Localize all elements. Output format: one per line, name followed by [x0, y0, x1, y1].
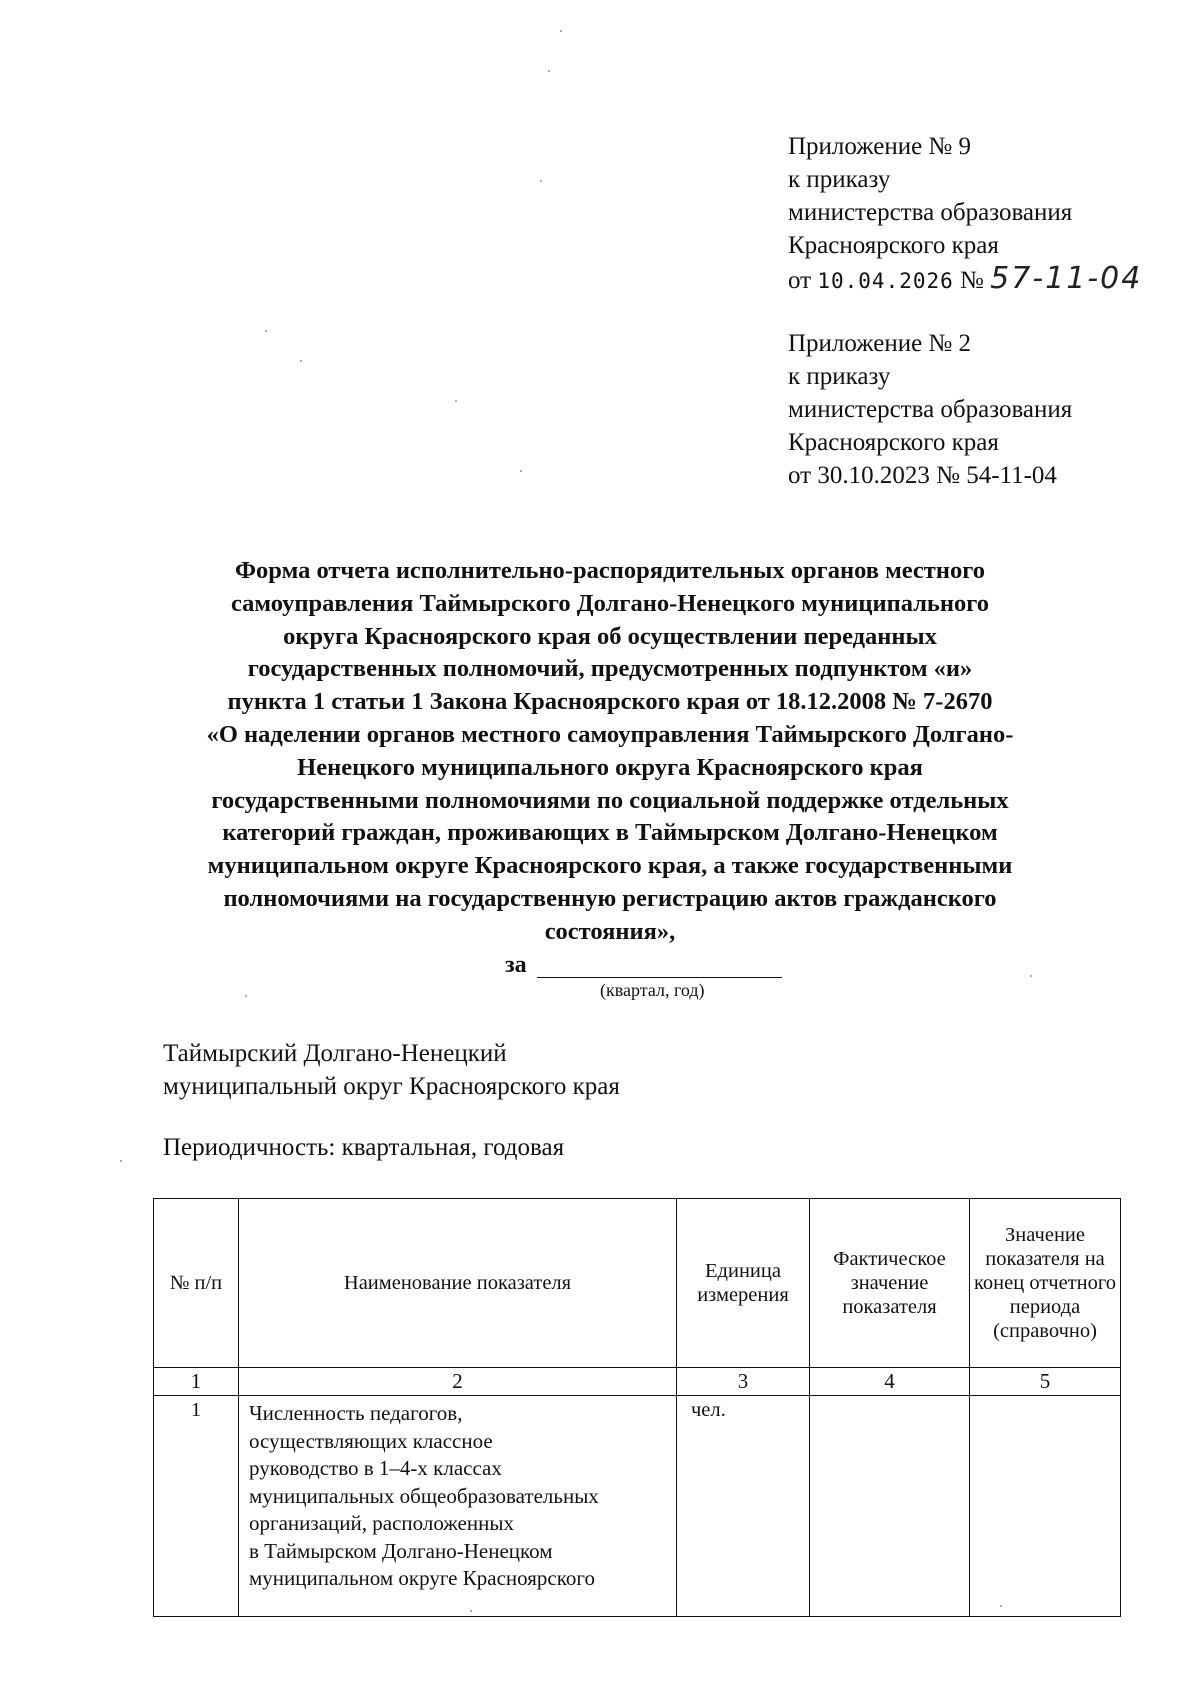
- row-indicator-name: [239, 1396, 677, 1617]
- title-line: категорий граждан, проживающих в Таймырском Долгано-Ненецком: [222, 819, 998, 847]
- header-reference-value: Значение показателя на конец отчетного периода (справочно): [970, 1199, 1121, 1368]
- date-prefix: от: [788, 267, 812, 294]
- indicator-name-line: осуществляющих классное: [249, 1428, 493, 1453]
- title-line: самоуправления Таймырского Долгано-Ненецкого муниципального: [230, 589, 990, 617]
- column-number: 5: [970, 1368, 1121, 1396]
- appendix-previous-block: [788, 327, 1072, 492]
- table-row: [154, 1396, 1121, 1617]
- appendix-previous-ministry: министерства образования: [788, 396, 1073, 423]
- scan-speck: [520, 470, 522, 472]
- date-stamp: 10.04.2026: [817, 269, 954, 293]
- scan-speck: [1030, 975, 1032, 977]
- handwritten-number: 57-11-04: [990, 261, 1143, 296]
- scan-speck: [540, 180, 542, 182]
- header-indicator-name: Наименование показателя: [239, 1199, 677, 1368]
- indicator-name-line: руководство в 1–4-х классах: [249, 1456, 502, 1480]
- indicator-name-line: Численность педагогов,: [249, 1401, 463, 1425]
- scan-speck: [560, 30, 562, 32]
- appendix-current-title: Приложение № 9: [788, 133, 972, 160]
- table-header-row: [154, 1199, 1121, 1368]
- appendix-current-block: [788, 130, 1142, 298]
- row-number: 1: [154, 1396, 239, 1617]
- region-block: [163, 1037, 620, 1103]
- scan-speck: [120, 1160, 122, 1162]
- appendix-current-order: к приказу: [788, 166, 891, 193]
- title-line: пункта 1 статьи 1 Закона Красноярского края от 18.12.2008 № 7-2670: [227, 688, 993, 716]
- title-line: округа Красноярского края об осуществлении переданных: [283, 622, 937, 650]
- header-unit: Единица измерения: [677, 1199, 810, 1368]
- indicator-name-line: муниципальном округе Красноярского: [249, 1566, 595, 1590]
- region-line-2: муниципальный округ Красноярского края: [163, 1073, 620, 1100]
- indicator-name-line: в Таймырском Долгано-Ненецком: [249, 1538, 553, 1563]
- column-number: 3: [677, 1368, 810, 1396]
- appendix-previous-date: от 30.10.2023 № 54-11-04: [788, 462, 1057, 489]
- title-line: государственными полномочиями по социальной поддержке отдельных: [211, 786, 1009, 814]
- scan-speck: [548, 70, 550, 72]
- title-line: Форма отчета исполнительно-распорядительных органов местного: [235, 557, 985, 584]
- scan-speck: [470, 1610, 472, 1612]
- appendix-previous-title: Приложение № 2: [788, 330, 972, 357]
- row-unit: чел.: [677, 1396, 810, 1617]
- scan-speck: [1000, 1605, 1002, 1607]
- column-number: 4: [810, 1368, 970, 1396]
- title-line: Ненецкого муниципального округа Красноярского края: [297, 753, 923, 781]
- scan-speck: [455, 400, 457, 402]
- number-prefix: №: [960, 267, 984, 294]
- region-line-1: Таймырский Долгано-Ненецкий: [163, 1040, 507, 1067]
- title-line: муниципальном округе Красноярского края, а также государственными: [207, 852, 1013, 880]
- column-number: 2: [239, 1368, 677, 1396]
- indicator-name-line: организаций, расположенных: [249, 1511, 514, 1535]
- indicators-table: [153, 1198, 1121, 1617]
- appendix-current-ministry: министерства образования: [788, 199, 1073, 226]
- period-prefix: за: [505, 952, 527, 978]
- title-line: полномочиями на государственную регистрацию актов гражданского: [223, 884, 997, 912]
- appendix-current-region: Красноярского края: [788, 232, 999, 259]
- row-actual-value[interactable]: [810, 1396, 970, 1617]
- period-caption: (квартал, год): [600, 980, 705, 1000]
- indicator-name-line: муниципальных общеобразовательных: [249, 1483, 599, 1508]
- title-line: «О наделении органов местного самоуправления Таймырского Долгано-: [206, 720, 1014, 748]
- title-line: государственных полномочий, предусмотренных подпунктом «и»: [247, 655, 973, 683]
- periodicity: Периодичность: квартальная, годовая: [163, 1134, 565, 1161]
- column-number: 1: [154, 1368, 239, 1396]
- scan-speck: [245, 995, 247, 997]
- title-line: состояния»,: [544, 917, 676, 945]
- scan-speck: [265, 330, 267, 332]
- form-title: [150, 555, 1070, 949]
- row-reference-value[interactable]: [970, 1396, 1121, 1617]
- appendix-previous-region: Красноярского края: [788, 429, 999, 456]
- header-number: № п/п: [154, 1199, 239, 1368]
- header-actual-value: Фактическое значение показателя: [810, 1199, 970, 1368]
- column-numbers-row: [154, 1368, 1121, 1396]
- appendix-current-date-line: [788, 262, 1142, 298]
- period-input-line[interactable]: [537, 977, 782, 978]
- appendix-previous-order: к приказу: [788, 363, 891, 390]
- scan-speck: [300, 360, 302, 362]
